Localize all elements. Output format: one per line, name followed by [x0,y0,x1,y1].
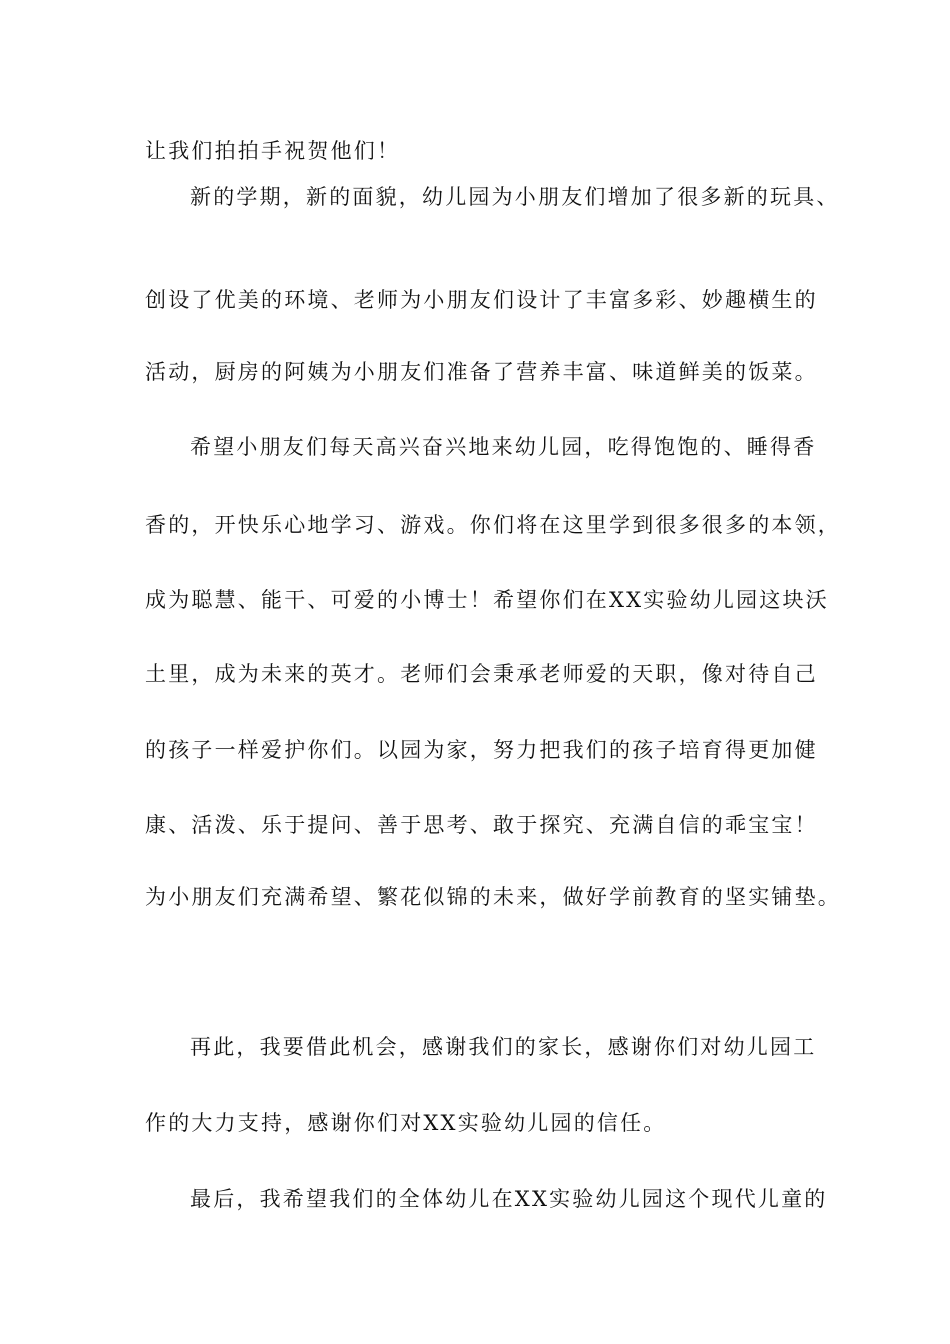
text-line-7: 成为聪慧、能干、可爱的小博士！希望你们在XX实验幼儿园这块沃 [145,588,829,612]
text-line-3: 创设了优美的环境、老师为小朋友们设计了丰富多彩、妙趣横生的 [145,288,818,312]
text-line-12: 再此，我要借此机会，感谢我们的家长，感谢你们对幼儿园工 [190,1035,817,1059]
text-line-9: 的孩子一样爱护你们。以园为家，努力把我们的孩子培育得更加健 [145,738,818,762]
text-line-1: 让我们拍拍手祝贺他们！ [145,139,401,163]
text-line-8: 土里，成为未来的英才。老师们会秉承老师爱的天职，像对待自己 [145,662,818,686]
text-line-13: 作的大力支持，感谢你们对XX实验幼儿园的信任。 [145,1111,667,1135]
text-line-11: 为小朋友们充满希望、繁花似锦的未来，做好学前教育的坚实铺垫。 [145,885,841,909]
text-line-6: 香的，开快乐心地学习、游戏。你们将在这里学到很多很多的本领， [145,513,841,537]
text-line-4: 活动，厨房的阿姨为小朋友们准备了营养丰富、味道鲜美的饭菜。 [145,360,818,384]
text-line-10: 康、活泼、乐于提问、善于思考、敢于探究、充满自信的乖宝宝！ [145,813,818,837]
text-line-2: 新的学期，新的面貌，幼儿园为小朋友们增加了很多新的玩具、 [190,185,840,209]
text-line-14: 最后，我希望我们的全体幼儿在XX实验幼儿园这个现代儿童的 [190,1187,828,1211]
text-line-5: 希望小朋友们每天高兴奋兴地来幼儿园，吃得饱饱的、睡得香 [190,435,817,459]
